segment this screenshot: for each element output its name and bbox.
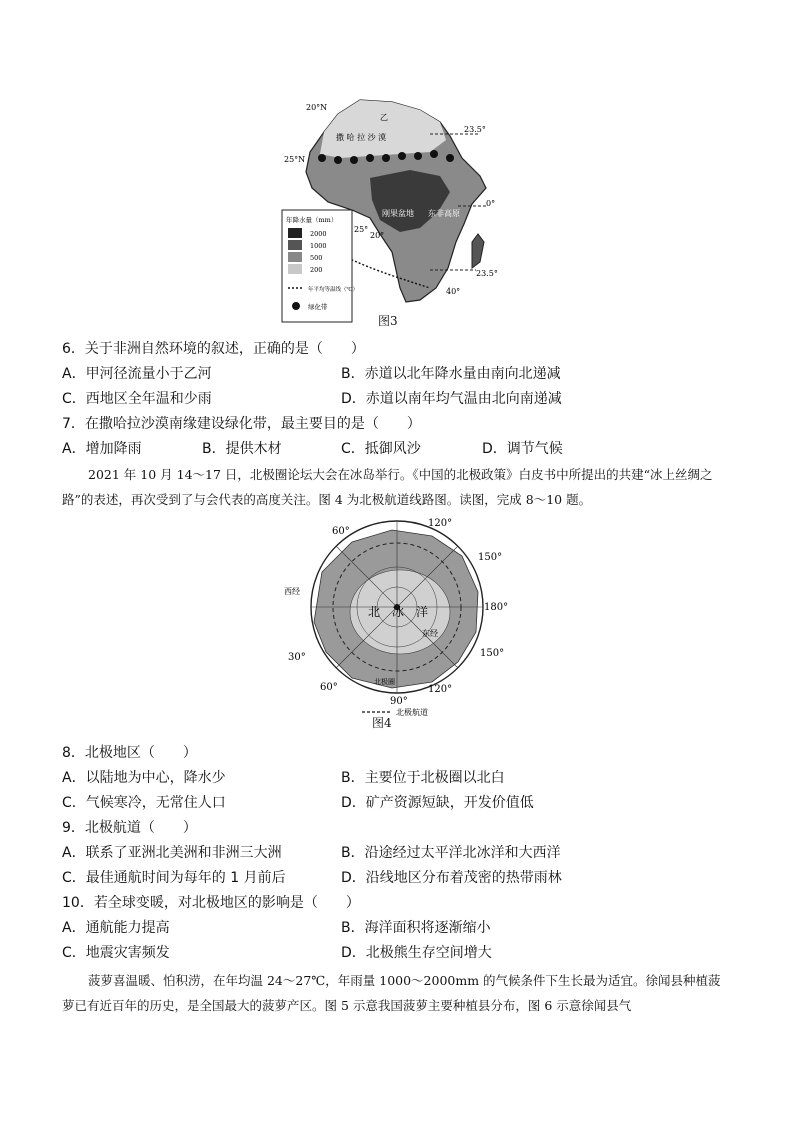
label-20s: 20°: [370, 231, 385, 240]
label-120b: 120°: [428, 684, 453, 695]
sahara-zone: [320, 100, 446, 158]
label-25n: 25°N: [284, 155, 306, 164]
label-ocean: 北 冰 洋: [368, 605, 429, 619]
label-150a: 150°: [478, 552, 503, 563]
label-plateau: 东非高原: [428, 209, 460, 218]
q9-option-c: C．最佳通航时间为每年的 1 月前后: [62, 870, 286, 886]
passage-arctic: 2021 年 10 月 14～17 日，北极圈论坛大会在冰岛举行。《中国的北极政策》白皮书中所提出的共建“冰上丝绸之路”的表述，再次受到了与会代表的高度关注。图 4 为北极航道线路图。读图，完成 8～10 题。: [62, 467, 713, 507]
figure-4-arctic-map: [282, 512, 514, 718]
q6-option-c: C．西地区全年温和少雨: [62, 391, 212, 407]
q9-option-d: D．沿线地区分布着茂密的热带雨林: [341, 870, 562, 886]
legend-arctic-route: 北极航道: [396, 708, 428, 717]
figure-3-africa-map: [280, 92, 500, 332]
label-basin: 刚果盆地: [382, 209, 414, 218]
label-30: 30°: [288, 652, 306, 663]
passage-pineapple: 菠萝喜温暖、怕积涝，在年均温 24～27℃，年雨量 1000～2000mm 的气候条件下生长最为适宜。徐闻县种植菠萝已有近百年的历史，是全国最大的菠萝产区。图 5 示意我国菠萝主要种植县分布，图 6 示意徐闻县气: [62, 973, 721, 1013]
svg-text:2000: 2000: [310, 230, 327, 238]
q7-option-b: B．提供木材: [202, 441, 282, 457]
q7-option-a: A．增加降雨: [62, 441, 142, 457]
label-arctic-circle: 北极圈: [374, 678, 395, 686]
madagascar: [472, 234, 484, 268]
label-180: 180°: [484, 602, 509, 613]
figure-3-caption: 图3: [378, 314, 398, 328]
q8-option-b: B．主要位于北极圈以北白: [341, 770, 505, 786]
q9-stem: 9．北极航道（ ）: [62, 820, 197, 836]
label-60a: 60°: [332, 526, 350, 537]
q8-option-c: C．气候寒冷，无常住人口: [62, 795, 226, 811]
label-40: 40°: [446, 287, 461, 296]
label-east: 东经: [422, 629, 438, 638]
label-20n: 20°N: [306, 103, 328, 112]
label-desert: 撒 哈 拉 沙 漠: [336, 133, 387, 142]
figure-4-caption: 图4: [372, 716, 392, 730]
svg-text:年平均等温线（℃）: 年平均等温线（℃）: [308, 287, 359, 293]
label-60b: 60°: [320, 682, 338, 693]
q10-option-b: B．海洋面积将逐渐缩小: [341, 920, 491, 936]
label-25s: 25°: [354, 225, 369, 234]
label-120a: 120°: [428, 518, 453, 529]
q7-option-d: D．调节气候: [482, 441, 563, 457]
q6-option-b: B．赤道以北年降水量由南向北递减: [341, 366, 561, 382]
q10-option-a: A．通航能力提高: [62, 920, 170, 936]
q10-option-c: C．地震灾害频发: [62, 945, 170, 961]
q10-option-d: D．北极熊生存空间增大: [341, 945, 492, 961]
label-150b: 150°: [480, 648, 505, 659]
label-west: 西经: [284, 587, 300, 596]
label-0: 0°: [486, 199, 496, 208]
q7-option-c: C．抵御风沙: [341, 441, 421, 457]
q10-stem: 10．若全球变暖，对北极地区的影响是（ ）: [62, 895, 360, 911]
svg-text:1000: 1000: [310, 242, 327, 250]
q6-option-d: D．赤道以南年均气温由北向南递减: [341, 391, 562, 407]
svg-text:500: 500: [310, 254, 323, 262]
q6-stem: 6．关于非洲自然环境的叙述，正确的是（ ）: [62, 341, 365, 357]
q8-stem: 8．北极地区（ ）: [62, 745, 197, 761]
label-23-5-top: 23.5°: [464, 125, 486, 134]
q7-stem: 7．在撒哈拉沙漠南缘建设绿化带，最主要目的是（ ）: [62, 416, 421, 432]
label-yi: 乙: [380, 113, 388, 122]
svg-text:200: 200: [310, 266, 323, 274]
q9-option-a: A．联系了亚洲北美洲和非洲三大洲: [62, 845, 282, 861]
legend-title: 年降水量（mm）: [286, 216, 338, 224]
q9-option-b: B．沿途经过太平洋北冰洋和大西洋: [341, 845, 561, 861]
q6-option-a: A．甲河径流量小于乙河: [62, 366, 212, 382]
label-23-5-bot: 23.5°: [476, 269, 498, 278]
svg-text:绿化带: 绿化带: [308, 303, 328, 311]
label-90: 90°: [390, 696, 408, 707]
q8-option-a: A．以陆地为中心，降水少: [62, 770, 226, 786]
q8-option-d: D．矿产资源短缺，开发价值低: [341, 795, 534, 811]
